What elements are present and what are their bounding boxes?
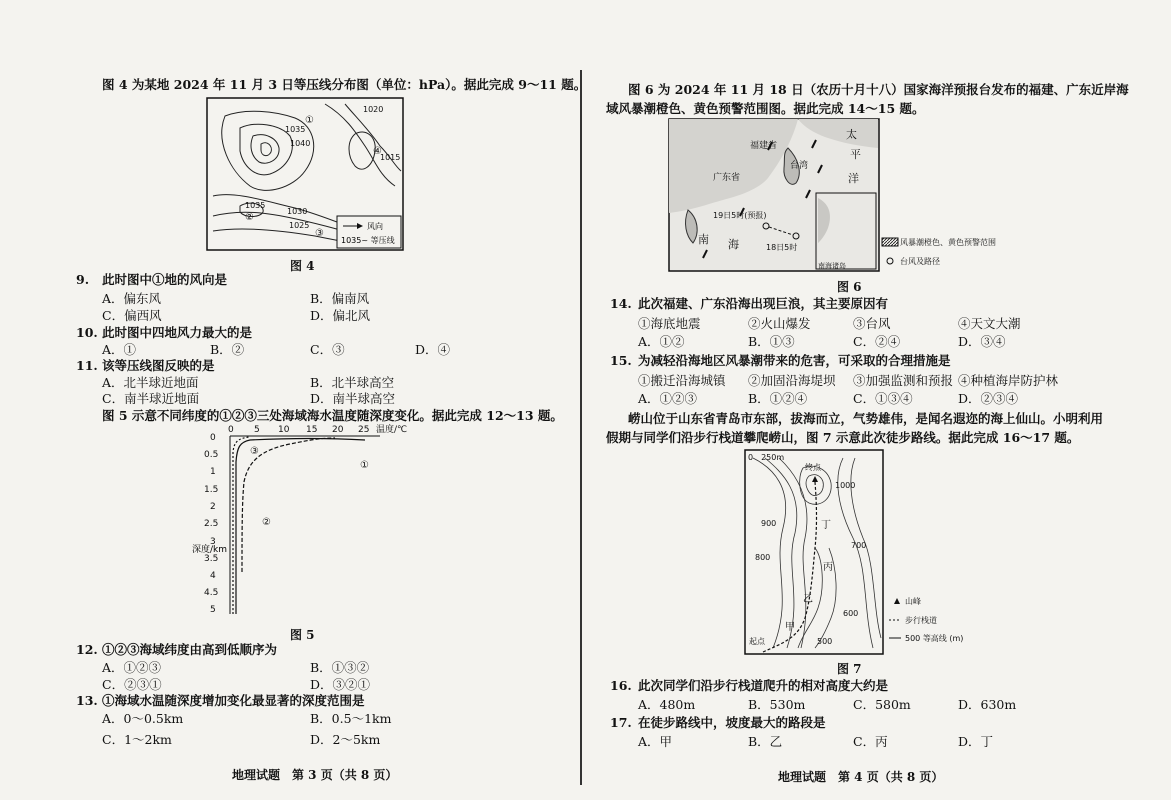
fig7-segment-bing: 丙 (823, 562, 833, 573)
fig6-legend-warning: 风暴潮橙色、黄色预警范围 (900, 238, 996, 247)
right-page (588, 0, 1171, 800)
fig5-ylabel: 深度/km (192, 545, 228, 555)
q12-option-c: C．②③① (102, 677, 162, 692)
q9-option-b: B．偏南风 (310, 291, 370, 306)
fig4-legend-wind: 风向 (367, 222, 383, 231)
q10-option-a: A．① (102, 342, 137, 357)
q17-option-d: D．丁 (958, 734, 994, 749)
fig5-ytick-0: 0 (210, 433, 216, 443)
q17-stem: 在徒步路线中，坡度最大的路段是 (638, 715, 826, 730)
fig7-legend-contour: 500 等高线 (m) (905, 634, 964, 643)
fig6-legend-typhoon: 台风及路径 (900, 257, 940, 266)
fig5-ytick-3.5: 3.5 (204, 554, 219, 564)
intro-fig6-line2: 域风暴潮橙色、黄色预警范围图。据此完成 14～15 题。 (606, 101, 925, 116)
fig5-ytick-2.5: 2.5 (204, 519, 219, 529)
q15-option-c: C．①③④ (853, 391, 913, 406)
q10-option-d: D．④ (415, 342, 451, 357)
q9-option-d: D．偏北风 (310, 308, 371, 323)
q16-number: 16. (610, 678, 632, 693)
fig4-label-1020: 1020 (363, 105, 384, 114)
q15-option-a: A．①②③ (638, 391, 698, 406)
intro-fig7-line1: 崂山位于山东省青岛市东部，拔海而立，气势雄伟，是闻名遐迩的海上仙山。小明利用 (628, 411, 1104, 426)
fig5-xtick-0: 0 (228, 425, 234, 435)
right-page-footer: 地理试题 第 4 页（共 8 页） (778, 770, 944, 784)
fig4-label-1035b: 1035 (245, 201, 266, 210)
figure-7-contour-trail-map (743, 448, 988, 656)
figure-7-caption: 图 7 (837, 662, 862, 676)
figure-6-caption: 图 6 (837, 280, 862, 294)
q10-stem: 此时图中四地风力最大的是 (102, 325, 253, 340)
q12-stem: ①②③海域纬度由高到低顺序为 (102, 642, 278, 657)
q15-number: 15. (610, 353, 632, 368)
fig4-point-1: ① (305, 115, 314, 126)
fig7-segment-ding: 丁 (821, 520, 831, 531)
fig6-label-guangdong: 广东省 (713, 173, 741, 183)
q9-option-c: C．偏西风 (102, 308, 162, 323)
q15-option-b: B．①②④ (748, 391, 808, 406)
fig5-xtick-15: 15 (306, 425, 318, 435)
q17-option-c: C．丙 (853, 734, 888, 749)
fig7-contour-900: 900 (761, 519, 777, 528)
fig6-label-tai: 太 (846, 128, 857, 141)
fig6-label-18day: 18日5时 (766, 243, 798, 252)
q11-number: 11. (76, 358, 98, 373)
fig7-segment-yi: 乙 (803, 594, 813, 605)
fig5-ytick-3: 3 (210, 537, 216, 547)
intro-fig6-line1: 图 6 为 2024 年 11 月 18 日（农历十月十八）国家海洋预报台发布的福建、广东近岸海 (628, 82, 1129, 97)
q16-option-d: D．630m (958, 697, 1017, 712)
fig5-ytick-1: 1 (210, 467, 216, 477)
fig7-contour-600: 600 (843, 609, 859, 618)
q16-stem: 此次同学们沿步行栈道爬升的相对高度大约是 (638, 678, 889, 693)
q13-option-c: C．1～2km (102, 732, 172, 747)
intro-fig5: 图 5 示意不同纬度的①②③三处海域海水温度随深度变化。据此完成 12～13 题。 (102, 408, 563, 423)
fig6-label-19day: 19日5时(预报) (713, 211, 767, 220)
q14-number: 14. (610, 296, 632, 311)
fig7-legend-trail: 步行栈道 (905, 616, 937, 625)
fig5-ytick-2: 2 (210, 502, 216, 512)
q14-option-d: D．③④ (958, 334, 1006, 349)
fig4-point-3: ③ (315, 228, 324, 239)
fig7-scale: 0 250m (748, 453, 785, 462)
q11-option-c: C．南半球近地面 (102, 391, 200, 406)
figure-5-temperature-depth-chart (180, 422, 410, 618)
fig7-legend-peak: 山峰 (905, 597, 921, 606)
q17-option-a: A．甲 (638, 734, 673, 749)
q10-option-c: C．③ (310, 342, 345, 357)
q13-stem: ①海域水温随深度增加变化最显著的深度范围是 (102, 693, 365, 708)
q14-option-b: B．①③ (748, 334, 795, 349)
fig5-curve-3: ③ (250, 446, 259, 457)
left-page-footer: 地理试题 第 3 页（共 8 页） (232, 768, 398, 782)
fig5-xtick-10: 10 (278, 425, 290, 435)
q14-item-1: ①海底地震 (638, 316, 701, 331)
fig7-contour-500: 500 (817, 637, 833, 646)
fig5-xlabel: 温度/℃ (376, 425, 408, 435)
fig5-ytick-4.5: 4.5 (204, 588, 219, 598)
fig7-contour-1000: 1000 (835, 481, 856, 490)
fig6-label-taiwan: 台湾 (790, 161, 809, 171)
q9-stem: 此时图中①地的风向是 (102, 272, 228, 287)
q11-option-a: A．北半球近地面 (102, 375, 199, 390)
q14-item-3: ③台风 (853, 316, 891, 331)
fig7-segment-jia: 甲 (785, 622, 795, 633)
q15-item-1: ①搬迁沿海城镇 (638, 373, 726, 388)
fig4-label-1015: 1015 (380, 153, 401, 162)
fig5-curve-2: ② (262, 517, 271, 528)
q16-option-b: B．530m (748, 697, 806, 712)
fig5-xtick-20: 20 (332, 425, 344, 435)
q15-option-d: D．②③④ (958, 391, 1019, 406)
q13-option-a: A．0～0.5km (102, 711, 184, 726)
q14-option-c: C．②④ (853, 334, 901, 349)
q12-option-a: A．①②③ (102, 660, 162, 675)
fig4-point-4: ④ (373, 146, 382, 157)
fig5-ytick-4: 4 (210, 571, 216, 581)
fig6-label-nan: 南 (698, 233, 709, 246)
fig6-label-scs-islands: 南海诸岛 (818, 262, 846, 270)
figure-5-caption: 图 5 (290, 628, 315, 642)
q15-item-4: ④种植海岸防护林 (958, 373, 1059, 388)
q12-number: 12. (76, 642, 98, 657)
q13-number: 13. (76, 693, 98, 708)
q9-option-a: A．偏东风 (102, 291, 162, 306)
fig7-end-point: 终点 (805, 463, 821, 472)
fig4-legend-isobar: 1035~ 等压线 (341, 236, 395, 245)
fig5-ytick-1.5: 1.5 (204, 485, 219, 495)
fig5-xtick-25: 25 (358, 425, 370, 435)
q12-option-d: D．③②① (310, 677, 371, 692)
q9-number: 9. (76, 272, 90, 287)
fig7-contour-700: 700 (851, 541, 867, 550)
figure-6-storm-surge-map (668, 118, 996, 273)
q12-option-b: B．①③② (310, 660, 370, 675)
q11-stem: 该等压线图反映的是 (102, 358, 215, 373)
fig7-contour-800: 800 (755, 553, 771, 562)
q10-option-b: B．② (210, 342, 245, 357)
fig6-label-hai: 海 (728, 238, 739, 251)
intro-fig4: 图 4 为某地 2024 年 11 月 3 日等压线分布图（单位：hPa）。据此完成 9～11 题。 (102, 77, 587, 92)
fig4-label-1025: 1025 (289, 221, 310, 230)
intro-fig7-line2: 假期与同学们沿步行栈道攀爬崂山，图 7 示意此次徒步路线。据此完成 16～17 题。 (606, 430, 1080, 445)
q14-item-4: ④天文大潮 (958, 316, 1021, 331)
q11-option-d: D．南半球高空 (310, 391, 396, 406)
fig4-label-1035a: 1035 (285, 125, 306, 134)
fig6-label-fujian: 福建省 (750, 141, 778, 151)
q13-option-d: D．2～5km (310, 732, 381, 747)
q14-item-2: ②火山爆发 (748, 316, 811, 331)
q14-stem: 此次福建、广东沿海出现巨浪，其主要原因有 (638, 296, 889, 311)
q15-item-2: ②加固沿海堤坝 (748, 373, 836, 388)
q16-option-c: C．580m (853, 697, 911, 712)
fig4-label-1040: 1040 (290, 139, 311, 148)
q17-number: 17. (610, 715, 632, 730)
q15-stem: 为减轻沿海地区风暴潮带来的危害，可采取的合理措施是 (638, 353, 951, 368)
figure-4-caption: 图 4 (290, 259, 315, 273)
q15-item-3: ③加强监测和预报 (853, 373, 954, 388)
q16-option-a: A．480m (638, 697, 696, 712)
fig4-label-1030: 1030 (287, 207, 308, 216)
figure-4-isobar-map (205, 96, 405, 252)
fig6-label-ping: 平 (850, 148, 861, 161)
fig5-xtick-5: 5 (254, 425, 260, 435)
q13-option-b: B．0.5～1km (310, 711, 392, 726)
fig7-start-point: 起点 (749, 637, 765, 646)
q14-option-a: A．①② (638, 334, 685, 349)
fig4-point-2: ② (245, 212, 254, 223)
q17-option-b: B．乙 (748, 734, 783, 749)
fig5-ytick-5: 5 (210, 605, 216, 615)
fig6-label-yang: 洋 (848, 172, 859, 185)
q11-option-b: B．北半球高空 (310, 375, 395, 390)
fig5-curve-1: ① (360, 460, 369, 471)
page-divider (580, 70, 582, 785)
fig5-ytick-0.5: 0.5 (204, 450, 219, 460)
q10-number: 10. (76, 325, 98, 340)
